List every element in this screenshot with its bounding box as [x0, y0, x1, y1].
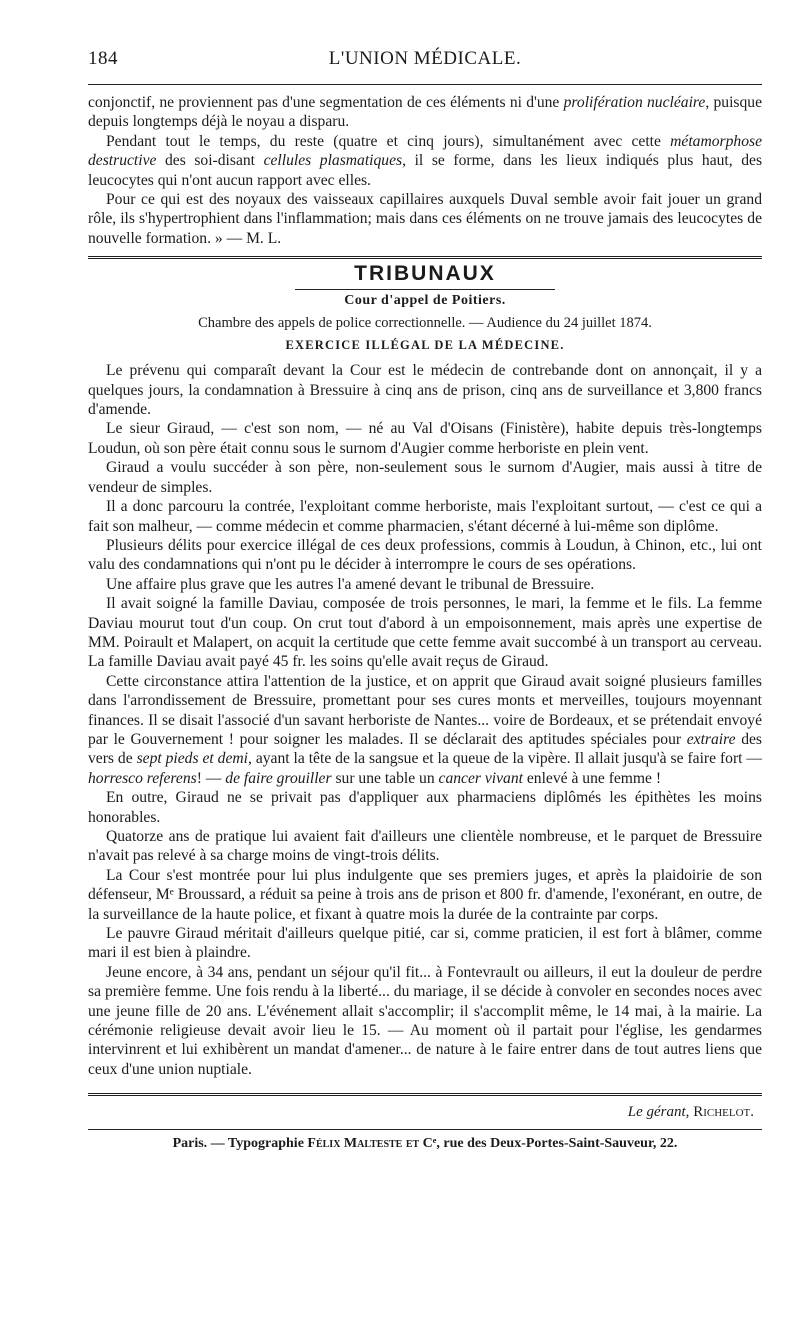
article-paragraph: Giraud a voulu succéder à son père, non-seulement sous le surnom d'Augier, mais aussi à titre de vendeur de simples. [88, 459, 762, 496]
article-paragraph: Il avait soigné la famille Daviau, composée de trois personnes, le mari, la femme et le fils. La femme Daviau mourut tout d'un coup. On crut tout d'abord à un empoisonnement, mais après une expertise de MM. Poirault et Malapert, on acquit la certitude que cette femme avait succombé à un transport au cerveau. La famille Daviau avait payé 45 fr. les soins qu'elle avait reçus de Giraud. [88, 595, 762, 671]
article-paragraph: Le pauvre Giraud méritait d'ailleurs quelque pitié, car si, comme praticien, il est fort à blâmer, comme mari il est bien à plaindre. [88, 925, 762, 962]
article-paragraph: En outre, Giraud ne se privait pas d'appliquer aux pharmaciens diplômés les épithètes les moins honorables. [88, 789, 762, 826]
footer [88, 1093, 762, 1152]
article-paragraph: Jeune encore, à 34 ans, pendant un séjour qu'il fit... à Fontevrault ou ailleurs, il eut la douleur de perdre sa première femme. Une fois rendu à la liberté... du mariage, il se décide à convoler en secondes noces avec une jeune fille de 20 ans. L'événement allait s'accomplir; il s'accomplit même, le 14 mai, à la mairie. La cérémonie religieuse devait avoir lieu le 15. — Au moment où il partait pour l'église, les gendarmes intervinrent et lui exhibèrent un mandat d'amener... de nature à le faire entrer dans de tout autres liens que ceux d'une union nuptiale. [88, 963, 762, 1078]
running-head [88, 48, 762, 84]
case-title: EXERCICE ILLÉGAL DE LA MÉDECINE. [285, 338, 565, 353]
intro-text [88, 93, 762, 248]
article-paragraph: Une affaire plus grave que les autres l'a amené devant le tribunal de Bressuire. [106, 575, 595, 593]
gerant-label: Le gérant, [627, 1104, 690, 1121]
title-underline [295, 289, 555, 290]
intro-paragraph: conjonctif, ne proviennent pas d'une segmentation de ces éléments ni d'une prolifération nucléaire, puisque depuis longtemps déjà le noyau a disparu. [88, 94, 762, 131]
chamber-line: Chambre des appels de police correctionnelle. — Audience du 24 juillet 1874. [198, 315, 652, 332]
printer-imprint: Paris. — Typographie Félix Malteste et Cᵉ, rue des Deux-Portes-Saint-Sauveur, 22. [172, 1136, 678, 1152]
court-name: Cour d'appel de Poitiers. [344, 293, 506, 309]
gerant-line [88, 1104, 754, 1121]
article-paragraph: Le prévenu qui comparaît devant la Cour est le médecin de contrebande dont on annonçait, il y a quelques jours, la condamnation à Bressuire à cinq ans de prison, cinq ans de surveillance et 3,800 francs d'amende. [88, 362, 762, 419]
intro-paragraph: Pour ce qui est des noyaux des vaisseaux capillaires auxquels Duval semble avoir fait jouer un grand rôle, ils s'hypertrophient dans l'inflammation; mais dans ces éléments on ne trouve jamais des leucocytes de nouvelle formation. » — M. L. [88, 191, 762, 247]
article-paragraph: Le sieur Giraud, — c'est son nom, — né au Val d'Oisans (Finistère), habite depuis très-longtemps Loudun, où son père était connu sous le surnom d'Augier comme herboriste en plein vent. [88, 420, 762, 457]
intro-paragraph: Pendant tout le temps, du reste (quatre et cinq jours), simultanément avec cette métamorphose destructive des soi-disant cellules plasmatiques, il se forme, dans les lieux indiqués plus haut, des leucocytes qui n'ont aucun rapport avec elles. [88, 132, 763, 189]
page-number: 184 [88, 48, 118, 69]
article-paragraph: Quatorze ans de pratique lui avaient fait d'ailleurs une clientèle nombreuse, et le parquet de Bressuire n'avait pas relevé à sa charge moins de vingt-trois délits. [88, 828, 762, 865]
article-paragraph: La Cour s'est montrée pour lui plus indulgente que ses premiers juges, et après la plaidoirie de son défenseur, Mᵉ Broussard, a réduit sa peine à trois ans de prison et 800 fr. d'amende, l'exonérant, en outre, de la surveillance de la haute police, et fixant à quatre mois la durée de la contrainte par corps. [88, 866, 762, 923]
article-paragraph: Cette circonstance attira l'attention de la justice, et on apprit que Giraud avait soigné plusieurs familles dans l'arrondissement de Bressuire, promettant pour ses cures monts et merveilles, toujours moyennant finances. Il se disait l'associé d'un savant herboriste de Nantes... voire de Bordeaux, et se prétendait envoyé par le Gouvernement ! pour soigner les malades. Il se déclarait des aptitudes spéciales pour extraire des vers de sept pieds et demi, ayant la tête de la sangsue et la queue de la vipère. Il allait jusqu'à se faire fort — horresco referens! — de faire grouiller sur une table un cancer vivant enlevé à une femme ! [88, 672, 763, 787]
section-divider [88, 256, 762, 259]
journal-title: L'UNION MÉDICALE. [328, 48, 522, 69]
header-rule [88, 84, 762, 85]
imprint-rule [88, 1129, 762, 1130]
footer-rule [88, 1093, 762, 1096]
article-paragraph: Il a donc parcouru la contrée, l'exploitant comme herboriste, mais l'exploitant surtout, — c'est ce qui a fait son malheur, — comme médecin et comme pharmacien, s'étant décerné à lui-même son diplôme. [88, 498, 762, 535]
gerant-name: Richelot. [693, 1104, 754, 1121]
article-text [88, 361, 762, 1079]
section-title: TRIBUNAUX [354, 262, 496, 286]
article-paragraph: Plusieurs délits pour exercice illégal de ces deux professions, commis à Loudun, à Chinon, etc., lui ont valu des condamnations qui n'ont pu le décider à interrompre le cours de ses opérations. [88, 536, 762, 574]
